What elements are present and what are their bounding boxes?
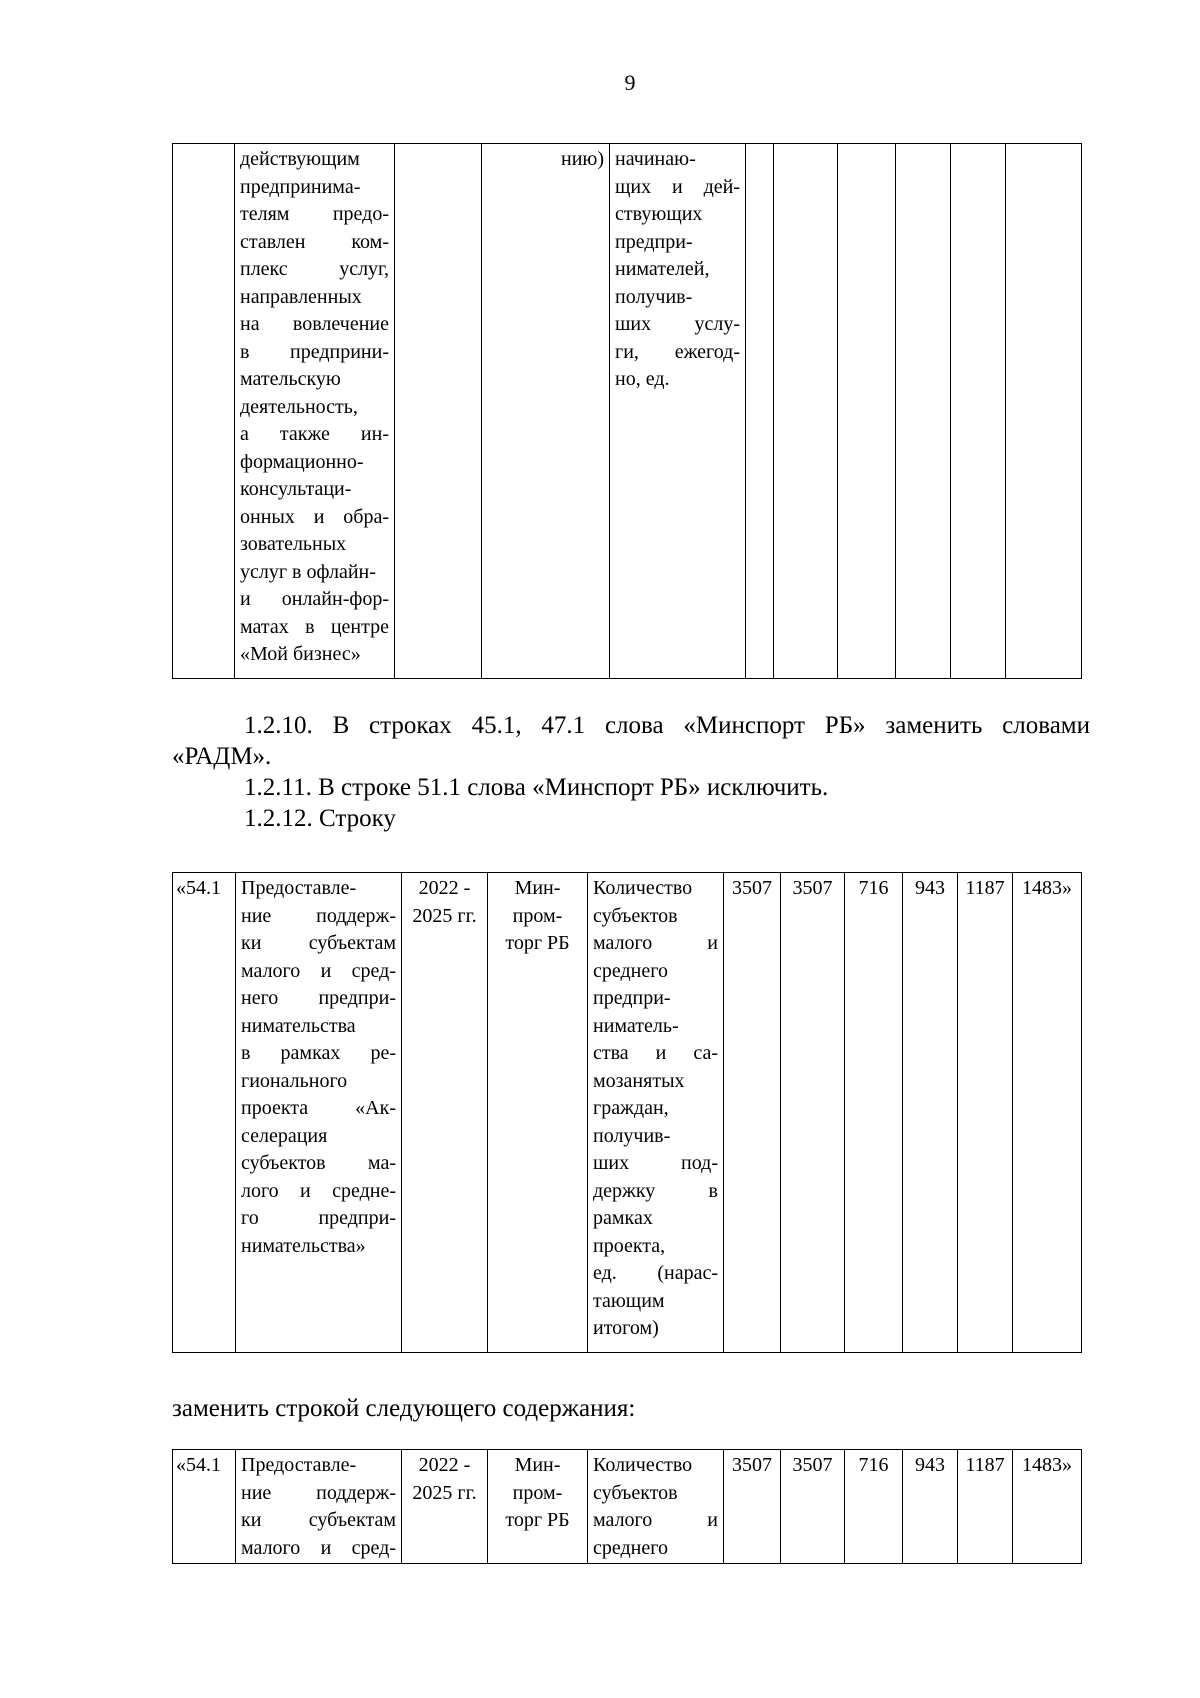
cell-indicator: Количество субъектов малого и среднего предпри- ниматель- ства и са- мозанятых граждан, получив- ших под- держку в рамках проекта, ед. (нарас- тающим итогом) xyxy=(588,873,724,1353)
cell-value: 1483» xyxy=(1013,873,1082,1353)
cell-value xyxy=(838,144,896,679)
table-row xyxy=(173,144,1082,679)
paragraph-1-2-12: 1.2.12. Строку xyxy=(244,805,396,832)
cell-value: 716 xyxy=(845,1450,903,1564)
paragraph-1-2-11: 1.2.11. В строке 51.1 слова «Минспорт РБ» исключить. xyxy=(244,774,829,801)
cell-value xyxy=(746,144,774,679)
table-row xyxy=(173,873,1082,1353)
cell-value xyxy=(774,144,838,679)
cell-indicator: начинаю- щих и дей- ствующих предпри- нимателей, получив- ших услу- ги, ежегод- но, ед. xyxy=(610,144,746,679)
paragraph-1-2-10: 1.2.10. В строках 45.1, 47.1 слова «Минспорт РБ» заменить словами «РАДМ». xyxy=(172,712,1090,770)
cell-num: «54.1 xyxy=(173,873,236,1353)
table-old-row xyxy=(172,872,1082,1353)
cell-value: 3507 xyxy=(724,873,781,1353)
cell-indicator: Количество субъектов малого и среднего xyxy=(588,1450,724,1564)
cell-num xyxy=(173,144,235,679)
cell-value: 1483» xyxy=(1013,1450,1082,1564)
cell-period: 2022 - 2025 гг. xyxy=(402,873,488,1353)
cell-period: 2022 - 2025 гг. xyxy=(402,1450,488,1564)
cell-value xyxy=(896,144,951,679)
cell-value: 1187 xyxy=(958,1450,1013,1564)
cell-org: Мин- пром- торг РБ xyxy=(488,1450,588,1564)
cell-value: 943 xyxy=(903,1450,958,1564)
page-number: 9 xyxy=(624,70,636,95)
cell-value: 1187 xyxy=(958,873,1013,1353)
cell-value: 3507 xyxy=(781,1450,845,1564)
cell-num: «54.1 xyxy=(173,1450,236,1564)
cell-value: 716 xyxy=(845,873,903,1353)
table-new-row xyxy=(172,1449,1082,1564)
cell-measure: действующим предпринима- телям предо- ставлен ком- плекс услуг, направленных на вовлечение в предприни- мательскую деятельность, а также ин- формационно- консультаци- онных и обра- зовательных услуг в офлайн- и онлайн-фор- матах в центре «Мой бизнес» xyxy=(235,144,395,679)
cell-value xyxy=(1006,144,1082,679)
cell-value: 943 xyxy=(903,873,958,1353)
cell-measure: Предоставле- ние поддерж- ки субъектам малого и сред- него предпри- нимательства в рамках ре- гионального проекта «Ак- селерация субъектов ма- лого и средне- го предпри- нимательства» xyxy=(236,873,402,1353)
cell-org: Мин- пром- торг РБ xyxy=(488,873,588,1353)
cell-value xyxy=(951,144,1006,679)
table-continuation xyxy=(172,143,1082,679)
cell-measure: Предоставле- ние поддерж- ки субъектам малого и сред- xyxy=(236,1450,402,1564)
paragraph-replace: заменить строкой следующего содержания: xyxy=(172,1395,636,1422)
cell-period xyxy=(395,144,482,679)
cell-value: 3507 xyxy=(781,873,845,1353)
table-row xyxy=(173,1450,1082,1564)
cell-org: нию) xyxy=(482,144,610,679)
cell-value: 3507 xyxy=(724,1450,781,1564)
